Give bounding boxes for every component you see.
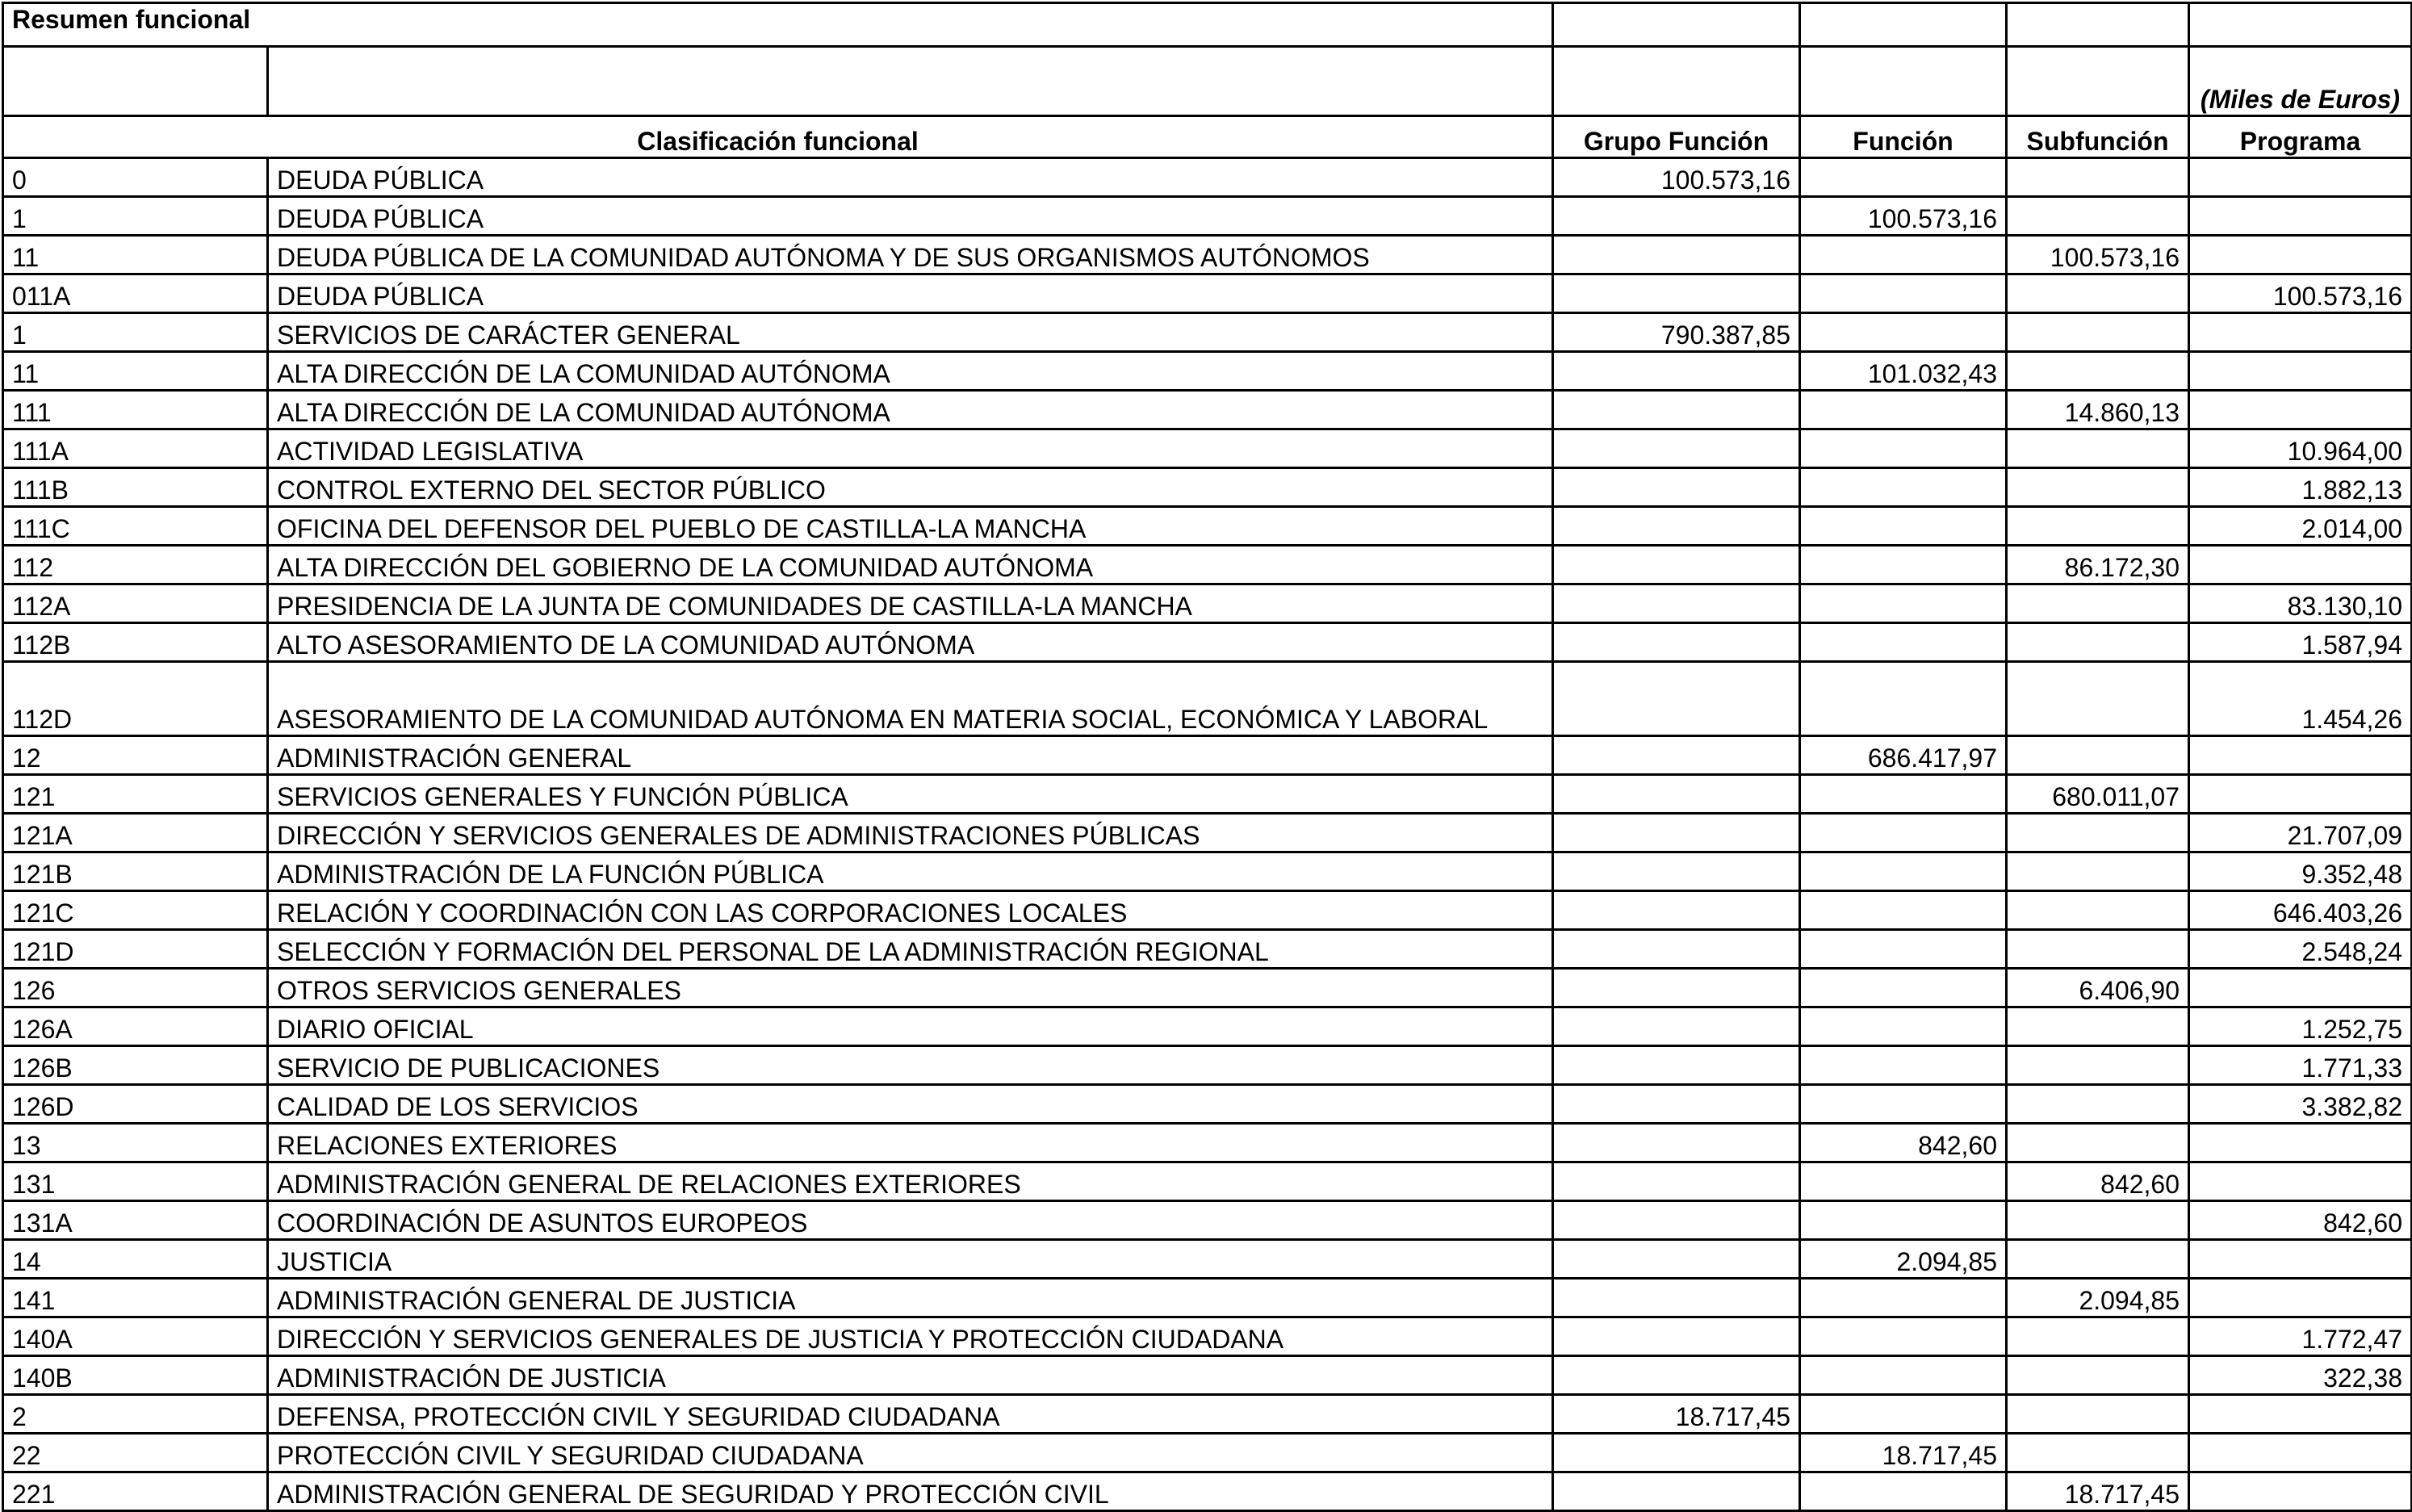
- description-cell: JUSTICIA: [268, 1240, 1553, 1279]
- group-value-cell: [1553, 623, 1800, 662]
- function-value-cell: 101.032,43: [1800, 352, 2007, 391]
- description-cell: DEFENSA, PROTECCIÓN CIVIL Y SEGURIDAD CIUDADANA: [268, 1395, 1553, 1434]
- group-value-cell: [1553, 1356, 1800, 1395]
- group-value-cell: [1553, 852, 1800, 891]
- function-value-cell: [1800, 313, 2007, 352]
- description-cell: ADMINISTRACIÓN DE LA FUNCIÓN PÚBLICA: [268, 852, 1553, 891]
- code-cell: 2: [3, 1395, 268, 1434]
- program-value-cell: 21.707,09: [2189, 814, 2412, 852]
- code-cell: 131A: [3, 1201, 268, 1240]
- function-value-cell: [1800, 274, 2007, 313]
- program-value-cell: 1.454,26: [2189, 662, 2412, 736]
- subfunction-value-cell: [2007, 814, 2189, 852]
- group-value-cell: [1553, 969, 1800, 1007]
- description-cell: ASESORAMIENTO DE LA COMUNIDAD AUTÓNOMA EN MATERIA SOCIAL, ECONÓMICA Y LABORAL: [268, 662, 1553, 736]
- table-row: [3, 1201, 2412, 1240]
- description-cell: OFICINA DEL DEFENSOR DEL PUEBLO DE CASTILLA-LA MANCHA: [268, 507, 1553, 546]
- description-cell: ALTO ASESORAMIENTO DE LA COMUNIDAD AUTÓNOMA: [268, 623, 1553, 662]
- function-value-cell: [1800, 468, 2007, 507]
- header-classification: Clasificación funcional: [3, 116, 1553, 158]
- group-value-cell: [1553, 1007, 1800, 1046]
- program-value-cell: [2189, 1395, 2412, 1434]
- description-cell: DEUDA PÚBLICA: [268, 274, 1553, 313]
- code-cell: 121A: [3, 814, 268, 852]
- description-cell: ALTA DIRECCIÓN DE LA COMUNIDAD AUTÓNOMA: [268, 391, 1553, 429]
- table-row: [3, 1124, 2412, 1162]
- function-value-cell: 686.417,97: [1800, 736, 2007, 775]
- function-value-cell: [1800, 852, 2007, 891]
- description-cell: RELACIONES EXTERIORES: [268, 1124, 1553, 1162]
- program-value-cell: 2.014,00: [2189, 507, 2412, 546]
- table-row: [3, 1162, 2412, 1201]
- program-value-cell: 1.772,47: [2189, 1317, 2412, 1356]
- code-cell: 111B: [3, 468, 268, 507]
- subfunction-value-cell: [2007, 197, 2189, 236]
- function-value-cell: [1800, 1395, 2007, 1434]
- code-cell: 112A: [3, 584, 268, 623]
- group-value-cell: 790.387,85: [1553, 313, 1800, 352]
- description-cell: COORDINACIÓN DE ASUNTOS EUROPEOS: [268, 1201, 1553, 1240]
- subfunction-value-cell: [2007, 1124, 2189, 1162]
- subfunction-value-cell: [2007, 1201, 2189, 1240]
- code-cell: 22: [3, 1434, 268, 1472]
- code-cell: 11: [3, 352, 268, 391]
- program-value-cell: [2189, 1162, 2412, 1201]
- function-value-cell: [1800, 891, 2007, 930]
- description-cell: PRESIDENCIA DE LA JUNTA DE COMUNIDADES DE CASTILLA-LA MANCHA: [268, 584, 1553, 623]
- group-value-cell: [1553, 1472, 1800, 1511]
- table-row: [3, 584, 2412, 623]
- program-value-cell: 9.352,48: [2189, 852, 2412, 891]
- code-cell: 140B: [3, 1356, 268, 1395]
- function-value-cell: [1800, 930, 2007, 969]
- program-value-cell: [2189, 1240, 2412, 1279]
- table-row: [3, 662, 2412, 736]
- header-subfunction: Subfunción: [2007, 116, 2189, 158]
- description-cell: ADMINISTRACIÓN GENERAL DE SEGURIDAD Y PROTECCIÓN CIVIL: [268, 1472, 1553, 1511]
- function-value-cell: [1800, 1201, 2007, 1240]
- code-cell: 121C: [3, 891, 268, 930]
- description-cell: ALTA DIRECCIÓN DE LA COMUNIDAD AUTÓNOMA: [268, 352, 1553, 391]
- table-row: [3, 507, 2412, 546]
- table-row: [3, 546, 2412, 584]
- function-value-cell: [1800, 1472, 2007, 1511]
- subfunction-value-cell: [2007, 313, 2189, 352]
- subfunction-value-cell: [2007, 1395, 2189, 1434]
- function-value-cell: [1800, 236, 2007, 274]
- description-cell: DEUDA PÚBLICA: [268, 158, 1553, 197]
- description-cell: DEUDA PÚBLICA DE LA COMUNIDAD AUTÓNOMA Y DE SUS ORGANISMOS AUTÓNOMOS: [268, 236, 1553, 274]
- subfunction-value-cell: 2.094,85: [2007, 1279, 2189, 1317]
- group-value-cell: [1553, 274, 1800, 313]
- code-cell: 141: [3, 1279, 268, 1317]
- function-value-cell: [1800, 775, 2007, 814]
- program-value-cell: [2189, 1472, 2412, 1511]
- function-value-cell: [1800, 1085, 2007, 1124]
- function-value-cell: [1800, 1317, 2007, 1356]
- table-row: [3, 852, 2412, 891]
- description-cell: CONTROL EXTERNO DEL SECTOR PÚBLICO: [268, 468, 1553, 507]
- code-cell: 112D: [3, 662, 268, 736]
- subfunction-value-cell: [2007, 1317, 2189, 1356]
- group-value-cell: [1553, 546, 1800, 584]
- table-row: [3, 1279, 2412, 1317]
- empty-cell: [2189, 3, 2412, 47]
- code-cell: 1: [3, 197, 268, 236]
- group-value-cell: 100.573,16: [1553, 158, 1800, 197]
- group-value-cell: 18.717,45: [1553, 1395, 1800, 1434]
- function-value-cell: 18.717,45: [1800, 1434, 2007, 1472]
- group-value-cell: [1553, 1124, 1800, 1162]
- code-cell: 126B: [3, 1046, 268, 1085]
- group-value-cell: [1553, 814, 1800, 852]
- subfunction-value-cell: [2007, 352, 2189, 391]
- table-row: [3, 1434, 2412, 1472]
- group-value-cell: [1553, 584, 1800, 623]
- code-cell: 121: [3, 775, 268, 814]
- program-value-cell: [2189, 313, 2412, 352]
- function-value-cell: [1800, 1007, 2007, 1046]
- program-value-cell: 322,38: [2189, 1356, 2412, 1395]
- code-cell: 111: [3, 391, 268, 429]
- subfunction-value-cell: [2007, 1007, 2189, 1046]
- code-cell: 14: [3, 1240, 268, 1279]
- table-row: [3, 969, 2412, 1007]
- subfunction-value-cell: 14.860,13: [2007, 391, 2189, 429]
- group-value-cell: [1553, 1162, 1800, 1201]
- table-row: [3, 1317, 2412, 1356]
- group-value-cell: [1553, 930, 1800, 969]
- table-row: [3, 1085, 2412, 1124]
- program-value-cell: [2189, 236, 2412, 274]
- code-cell: 112: [3, 546, 268, 584]
- code-cell: 0: [3, 158, 268, 197]
- program-value-cell: [2189, 352, 2412, 391]
- description-cell: DEUDA PÚBLICA: [268, 197, 1553, 236]
- program-value-cell: [2189, 1279, 2412, 1317]
- program-value-cell: [2189, 158, 2412, 197]
- table-row: [3, 1240, 2412, 1279]
- group-value-cell: [1553, 197, 1800, 236]
- code-cell: 13: [3, 1124, 268, 1162]
- table-row: [3, 236, 2412, 274]
- subfunction-value-cell: 100.573,16: [2007, 236, 2189, 274]
- description-cell: OTROS SERVICIOS GENERALES: [268, 969, 1553, 1007]
- function-value-cell: [1800, 429, 2007, 468]
- program-value-cell: 10.964,00: [2189, 429, 2412, 468]
- description-cell: RELACIÓN Y COORDINACIÓN CON LAS CORPORACIONES LOCALES: [268, 891, 1553, 930]
- code-cell: 126: [3, 969, 268, 1007]
- group-value-cell: [1553, 891, 1800, 930]
- group-value-cell: [1553, 352, 1800, 391]
- program-value-cell: 100.573,16: [2189, 274, 2412, 313]
- subfunction-value-cell: [2007, 1434, 2189, 1472]
- program-value-cell: 1.771,33: [2189, 1046, 2412, 1085]
- header-program: Programa: [2189, 116, 2412, 158]
- program-value-cell: [2189, 1124, 2412, 1162]
- function-value-cell: [1800, 814, 2007, 852]
- table-row: [3, 814, 2412, 852]
- description-cell: DIARIO OFICIAL: [268, 1007, 1553, 1046]
- program-value-cell: 3.382,82: [2189, 1085, 2412, 1124]
- function-value-cell: 100.573,16: [1800, 197, 2007, 236]
- program-value-cell: [2189, 775, 2412, 814]
- function-value-cell: [1800, 1046, 2007, 1085]
- function-value-cell: 842,60: [1800, 1124, 2007, 1162]
- table-title: Resumen funcional: [3, 3, 1553, 47]
- code-cell: 121B: [3, 852, 268, 891]
- subfunction-value-cell: [2007, 274, 2189, 313]
- group-value-cell: [1553, 662, 1800, 736]
- program-value-cell: [2189, 969, 2412, 1007]
- group-value-cell: [1553, 1085, 1800, 1124]
- unit-row: [3, 47, 2412, 116]
- function-value-cell: [1800, 662, 2007, 736]
- program-value-cell: [2189, 1434, 2412, 1472]
- description-cell: ADMINISTRACIÓN DE JUSTICIA: [268, 1356, 1553, 1395]
- group-value-cell: [1553, 1240, 1800, 1279]
- unit-note: (Miles de Euros): [2189, 47, 2412, 116]
- subfunction-value-cell: [2007, 1085, 2189, 1124]
- code-cell: 12: [3, 736, 268, 775]
- subfunction-value-cell: [2007, 1356, 2189, 1395]
- subfunction-value-cell: [2007, 507, 2189, 546]
- functional-summary-table: [2, 2, 2412, 1512]
- program-value-cell: 842,60: [2189, 1201, 2412, 1240]
- table-row: [3, 429, 2412, 468]
- description-cell: CALIDAD DE LOS SERVICIOS: [268, 1085, 1553, 1124]
- empty-cell: [3, 47, 268, 116]
- code-cell: 11: [3, 236, 268, 274]
- code-cell: 112B: [3, 623, 268, 662]
- program-value-cell: 2.548,24: [2189, 930, 2412, 969]
- subfunction-value-cell: 18.717,45: [2007, 1472, 2189, 1511]
- program-value-cell: [2189, 391, 2412, 429]
- description-cell: ACTIVIDAD LEGISLATIVA: [268, 429, 1553, 468]
- table-row: [3, 391, 2412, 429]
- subfunction-value-cell: 680.011,07: [2007, 775, 2189, 814]
- empty-cell: [2007, 47, 2189, 116]
- group-value-cell: [1553, 468, 1800, 507]
- subfunction-value-cell: [2007, 158, 2189, 197]
- code-cell: 126D: [3, 1085, 268, 1124]
- function-value-cell: [1800, 391, 2007, 429]
- program-value-cell: [2189, 736, 2412, 775]
- empty-cell: [1553, 3, 1800, 47]
- description-cell: ALTA DIRECCIÓN DEL GOBIERNO DE LA COMUNIDAD AUTÓNOMA: [268, 546, 1553, 584]
- table-row: [3, 1007, 2412, 1046]
- table-row: [3, 930, 2412, 969]
- group-value-cell: [1553, 1046, 1800, 1085]
- subfunction-value-cell: [2007, 891, 2189, 930]
- group-value-cell: [1553, 507, 1800, 546]
- group-value-cell: [1553, 1201, 1800, 1240]
- empty-cell: [2007, 3, 2189, 47]
- function-value-cell: [1800, 507, 2007, 546]
- subfunction-value-cell: [2007, 930, 2189, 969]
- group-value-cell: [1553, 1279, 1800, 1317]
- program-value-cell: 1.252,75: [2189, 1007, 2412, 1046]
- table-row: [3, 775, 2412, 814]
- program-value-cell: [2189, 546, 2412, 584]
- table-row: [3, 197, 2412, 236]
- table-row: [3, 1395, 2412, 1434]
- function-value-cell: 2.094,85: [1800, 1240, 2007, 1279]
- description-cell: SERVICIOS GENERALES Y FUNCIÓN PÚBLICA: [268, 775, 1553, 814]
- subfunction-value-cell: [2007, 1240, 2189, 1279]
- title-row: [3, 3, 2412, 47]
- code-cell: 126A: [3, 1007, 268, 1046]
- table-row: [3, 313, 2412, 352]
- code-cell: 140A: [3, 1317, 268, 1356]
- description-cell: ADMINISTRACIÓN GENERAL DE JUSTICIA: [268, 1279, 1553, 1317]
- description-cell: SERVICIO DE PUBLICACIONES: [268, 1046, 1553, 1085]
- description-cell: DIRECCIÓN Y SERVICIOS GENERALES DE ADMINISTRACIONES PÚBLICAS: [268, 814, 1553, 852]
- empty-cell: [268, 47, 1553, 116]
- group-value-cell: [1553, 236, 1800, 274]
- table-row: [3, 736, 2412, 775]
- group-value-cell: [1553, 429, 1800, 468]
- subfunction-value-cell: [2007, 623, 2189, 662]
- group-value-cell: [1553, 1317, 1800, 1356]
- code-cell: 221: [3, 1472, 268, 1511]
- description-cell: ADMINISTRACIÓN GENERAL: [268, 736, 1553, 775]
- program-value-cell: 1.587,94: [2189, 623, 2412, 662]
- function-value-cell: [1800, 1279, 2007, 1317]
- function-value-cell: [1800, 969, 2007, 1007]
- table-row: [3, 1356, 2412, 1395]
- description-cell: SELECCIÓN Y FORMACIÓN DEL PERSONAL DE LA ADMINISTRACIÓN REGIONAL: [268, 930, 1553, 969]
- empty-cell: [1800, 3, 2007, 47]
- program-value-cell: 646.403,26: [2189, 891, 2412, 930]
- code-cell: 111A: [3, 429, 268, 468]
- group-value-cell: [1553, 736, 1800, 775]
- table-row: [3, 352, 2412, 391]
- function-value-cell: [1800, 158, 2007, 197]
- subfunction-value-cell: [2007, 852, 2189, 891]
- table-row: [3, 274, 2412, 313]
- header-group: Grupo Función: [1553, 116, 1800, 158]
- subfunction-value-cell: 86.172,30: [2007, 546, 2189, 584]
- header-function: Función: [1800, 116, 2007, 158]
- description-cell: ADMINISTRACIÓN GENERAL DE RELACIONES EXTERIORES: [268, 1162, 1553, 1201]
- function-value-cell: [1800, 623, 2007, 662]
- empty-cell: [1553, 47, 1800, 116]
- description-cell: DIRECCIÓN Y SERVICIOS GENERALES DE JUSTICIA Y PROTECCIÓN CIUDADANA: [268, 1317, 1553, 1356]
- code-cell: 1: [3, 313, 268, 352]
- subfunction-value-cell: [2007, 429, 2189, 468]
- subfunction-value-cell: [2007, 662, 2189, 736]
- code-cell: 121D: [3, 930, 268, 969]
- subfunction-value-cell: [2007, 1046, 2189, 1085]
- subfunction-value-cell: [2007, 468, 2189, 507]
- subfunction-value-cell: [2007, 736, 2189, 775]
- program-value-cell: 1.882,13: [2189, 468, 2412, 507]
- code-cell: 111C: [3, 507, 268, 546]
- group-value-cell: [1553, 775, 1800, 814]
- description-cell: SERVICIOS DE CARÁCTER GENERAL: [268, 313, 1553, 352]
- function-value-cell: [1800, 584, 2007, 623]
- program-value-cell: 83.130,10: [2189, 584, 2412, 623]
- subfunction-value-cell: 842,60: [2007, 1162, 2189, 1201]
- subfunction-value-cell: 6.406,90: [2007, 969, 2189, 1007]
- function-value-cell: [1800, 1356, 2007, 1395]
- table-row: [3, 1472, 2412, 1511]
- function-value-cell: [1800, 546, 2007, 584]
- function-value-cell: [1800, 1162, 2007, 1201]
- group-value-cell: [1553, 1434, 1800, 1472]
- code-cell: 011A: [3, 274, 268, 313]
- program-value-cell: [2189, 197, 2412, 236]
- table-row: [3, 623, 2412, 662]
- description-cell: PROTECCIÓN CIVIL Y SEGURIDAD CIUDADANA: [268, 1434, 1553, 1472]
- table-row: [3, 468, 2412, 507]
- group-value-cell: [1553, 391, 1800, 429]
- subfunction-value-cell: [2007, 584, 2189, 623]
- empty-cell: [1800, 47, 2007, 116]
- table-row: [3, 1046, 2412, 1085]
- table-row: [3, 158, 2412, 197]
- code-cell: 131: [3, 1162, 268, 1201]
- header-row: [3, 116, 2412, 158]
- table-row: [3, 891, 2412, 930]
